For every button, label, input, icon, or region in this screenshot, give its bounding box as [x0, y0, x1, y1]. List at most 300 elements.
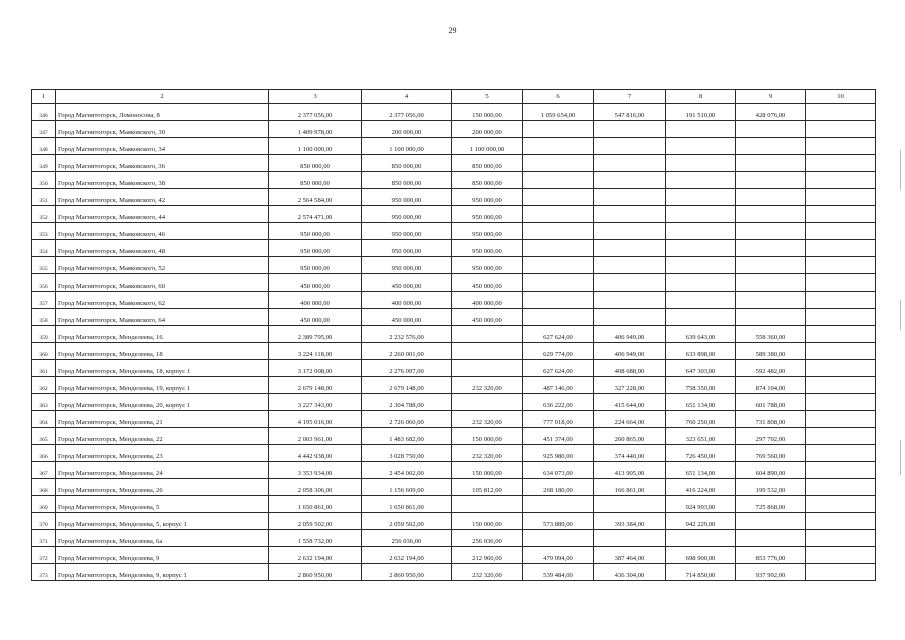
value-cell [666, 206, 736, 223]
value-cell [594, 240, 666, 257]
address-cell: Город Магнитогорск, Маяковского, 62 [56, 291, 269, 308]
value-cell: 714 850,00 [666, 564, 736, 581]
value-cell: 1 558 732,00 [269, 530, 362, 547]
value-cell: 1 100 000,00 [452, 138, 523, 155]
address-cell: Город Магнитогорск, Маяковского, 42 [56, 189, 269, 206]
value-cell: 436 304,00 [594, 564, 666, 581]
value-cell: 3 028 750,00 [362, 444, 452, 461]
value-cell: 428 076,00 [736, 104, 806, 121]
value-cell: 850 000,00 [452, 155, 523, 172]
value-cell [806, 342, 876, 359]
row-number-cell: 365 [32, 427, 56, 444]
value-cell: 758 350,00 [666, 376, 736, 393]
value-cell: 698 900,00 [666, 547, 736, 564]
row-number-cell: 359 [32, 325, 56, 342]
table-header-row [32, 90, 876, 104]
value-cell: 850 000,00 [362, 172, 452, 189]
address-cell: Город Магнитогорск, Менделеева, 24 [56, 461, 269, 478]
value-cell: 2 377 056,00 [362, 104, 452, 121]
row-number-cell: 347 [32, 121, 56, 138]
value-cell: 592 482,00 [736, 359, 806, 376]
value-cell: 450 000,00 [452, 308, 523, 325]
page-number: 29 [448, 26, 457, 35]
value-cell [594, 121, 666, 138]
value-cell: 260 865,00 [594, 427, 666, 444]
value-cell: 629 774,00 [523, 342, 594, 359]
value-cell: 2 860 950,00 [269, 564, 362, 581]
value-cell [523, 172, 594, 189]
value-cell: 2 454 002,00 [362, 461, 452, 478]
value-cell [594, 291, 666, 308]
table-row [32, 444, 876, 461]
value-cell: 950 000,00 [362, 240, 452, 257]
address-cell: Город Магнитогорск, Менделеева, 9, корпус 1 [56, 564, 269, 581]
address-cell: Город Магнитогорск, Маяковского, 44 [56, 206, 269, 223]
table-row [32, 530, 876, 547]
address-cell: Город Магнитогорск, Менделеева, 18 [56, 342, 269, 359]
value-cell: 777 018,00 [523, 410, 594, 427]
table-row [32, 461, 876, 478]
value-cell [594, 206, 666, 223]
table-row [32, 376, 876, 393]
value-cell [594, 308, 666, 325]
value-cell: 416 224,00 [666, 479, 736, 496]
table-row [32, 479, 876, 496]
value-cell [736, 172, 806, 189]
value-cell [736, 206, 806, 223]
row-number-cell: 351 [32, 189, 56, 206]
value-cell: 760 250,00 [666, 410, 736, 427]
row-number-cell: 370 [32, 513, 56, 530]
table-row [32, 325, 876, 342]
value-cell [523, 121, 594, 138]
row-number-cell: 350 [32, 172, 56, 189]
value-cell [594, 172, 666, 189]
value-cell: 850 000,00 [452, 172, 523, 189]
value-cell [666, 530, 736, 547]
value-cell [452, 496, 523, 513]
row-number-cell: 362 [32, 376, 56, 393]
table-row [32, 172, 876, 189]
value-cell: 2 574 471,00 [269, 206, 362, 223]
row-number-cell: 346 [32, 104, 56, 121]
table-row [32, 257, 876, 274]
column-header: 2 [56, 90, 269, 104]
value-cell: 950 000,00 [362, 257, 452, 274]
column-header: 9 [736, 90, 806, 104]
value-cell: 3 172 008,00 [269, 359, 362, 376]
value-cell: 4 442 938,00 [269, 444, 362, 461]
value-cell: 232 320,00 [452, 564, 523, 581]
value-cell: 450 000,00 [362, 274, 452, 291]
address-cell: Город Магнитогорск, Маяковского, 46 [56, 223, 269, 240]
value-cell: 387 464,00 [594, 547, 666, 564]
table-row [32, 274, 876, 291]
table-row [32, 121, 876, 138]
value-cell: 925 980,00 [523, 444, 594, 461]
row-number-cell: 369 [32, 496, 56, 513]
value-cell [806, 189, 876, 206]
value-cell [806, 393, 876, 410]
value-cell [666, 155, 736, 172]
value-cell [452, 393, 523, 410]
value-cell [736, 257, 806, 274]
scan-artifact [900, 440, 901, 475]
address-cell: Город Магнитогорск, Менделеева, 20, корпус 1 [56, 393, 269, 410]
value-cell: 601 788,00 [736, 393, 806, 410]
value-cell [523, 496, 594, 513]
value-cell: 2 059 502,00 [269, 513, 362, 530]
value-cell: 627 624,00 [523, 359, 594, 376]
value-cell: 2 003 961,00 [269, 427, 362, 444]
value-cell: 1 100 000,00 [362, 138, 452, 155]
value-cell [736, 223, 806, 240]
column-header: 4 [362, 90, 452, 104]
value-cell: 2 304 788,00 [362, 393, 452, 410]
value-cell: 150 000,00 [452, 104, 523, 121]
address-cell: Город Магнитогорск, Менделеева, 16 [56, 325, 269, 342]
value-cell: 413 905,00 [594, 461, 666, 478]
value-cell: 2 679 148,00 [362, 376, 452, 393]
value-cell: 256 036,00 [362, 530, 452, 547]
value-cell [806, 496, 876, 513]
value-cell [806, 479, 876, 496]
value-cell: 415 644,00 [594, 393, 666, 410]
table-row [32, 513, 876, 530]
address-cell: Город Магнитогорск, Менделеева, 23 [56, 444, 269, 461]
value-cell: 451 374,00 [523, 427, 594, 444]
value-cell [523, 291, 594, 308]
value-cell: 874 104,00 [736, 376, 806, 393]
value-cell: 769 560,00 [736, 444, 806, 461]
value-cell [666, 274, 736, 291]
row-number-cell: 371 [32, 530, 56, 547]
value-cell: 1 409 978,00 [269, 121, 362, 138]
value-cell: 950 000,00 [452, 240, 523, 257]
value-cell: 2 377 056,00 [269, 104, 362, 121]
value-cell [806, 513, 876, 530]
value-cell [736, 155, 806, 172]
value-cell [806, 376, 876, 393]
row-number-cell: 363 [32, 393, 56, 410]
row-number-cell: 355 [32, 257, 56, 274]
value-cell: 400 000,00 [362, 291, 452, 308]
value-cell: 268 180,00 [523, 479, 594, 496]
table-row [32, 564, 876, 581]
value-cell [523, 308, 594, 325]
value-cell [806, 444, 876, 461]
value-cell: 539 484,00 [523, 564, 594, 581]
value-cell: 150 000,00 [452, 461, 523, 478]
value-cell: 406 949,00 [594, 342, 666, 359]
value-cell [806, 427, 876, 444]
value-cell: 150 000,00 [452, 427, 523, 444]
value-cell: 651 134,00 [666, 461, 736, 478]
value-cell: 950 000,00 [269, 257, 362, 274]
value-cell [806, 308, 876, 325]
column-header: 7 [594, 90, 666, 104]
value-cell: 224 664,00 [594, 410, 666, 427]
value-cell: 850 000,00 [362, 155, 452, 172]
value-cell [806, 223, 876, 240]
value-cell [594, 257, 666, 274]
value-cell: 406 949,00 [594, 325, 666, 342]
value-cell [452, 359, 523, 376]
address-cell: Город Магнитогорск, Маяковского, 36 [56, 155, 269, 172]
table-row [32, 547, 876, 564]
address-cell: Город Магнитогорск, Менделеева, 21 [56, 410, 269, 427]
address-cell: Город Магнитогорск, Менделеева, 5, корпус 1 [56, 513, 269, 530]
value-cell: 2 860 950,00 [362, 564, 452, 581]
value-cell [666, 223, 736, 240]
value-cell [806, 138, 876, 155]
value-cell [806, 121, 876, 138]
value-cell: 950 000,00 [362, 206, 452, 223]
row-number-cell: 357 [32, 291, 56, 308]
value-cell: 627 624,00 [523, 325, 594, 342]
value-cell: 726 450,00 [666, 444, 736, 461]
value-cell: 200 000,00 [362, 121, 452, 138]
value-cell: 2 389 795,00 [269, 325, 362, 342]
value-cell: 853 776,00 [736, 547, 806, 564]
value-cell [452, 342, 523, 359]
row-number-cell: 349 [32, 155, 56, 172]
value-cell [666, 172, 736, 189]
value-cell [736, 308, 806, 325]
value-cell: 450 000,00 [269, 308, 362, 325]
value-cell: 639 643,00 [666, 325, 736, 342]
row-number-cell: 372 [32, 547, 56, 564]
value-cell: 651 134,00 [666, 393, 736, 410]
address-cell: Город Магнитогорск, Менделеева, 9 [56, 547, 269, 564]
column-header: 8 [666, 90, 736, 104]
value-cell: 937 992,00 [736, 564, 806, 581]
value-cell: 400 000,00 [269, 291, 362, 308]
table-row [32, 189, 876, 206]
value-cell: 731 808,00 [736, 410, 806, 427]
address-cell: Город Магнитогорск, Маяковского, 60 [56, 274, 269, 291]
value-cell [523, 223, 594, 240]
value-cell: 2 679 148,00 [269, 376, 362, 393]
value-cell [523, 155, 594, 172]
value-cell: 487 146,00 [523, 376, 594, 393]
value-cell: 393 384,00 [594, 513, 666, 530]
value-cell [806, 240, 876, 257]
value-cell: 950 000,00 [269, 223, 362, 240]
address-cell: Город Магнитогорск, Маяковского, 64 [56, 308, 269, 325]
row-number-cell: 360 [32, 342, 56, 359]
value-cell: 633 898,00 [666, 342, 736, 359]
value-cell [452, 325, 523, 342]
table-row [32, 155, 876, 172]
value-cell [594, 274, 666, 291]
value-cell [806, 257, 876, 274]
value-cell: 297 792,00 [736, 427, 806, 444]
value-cell: 950 000,00 [452, 257, 523, 274]
value-cell: 950 000,00 [362, 223, 452, 240]
value-cell [736, 138, 806, 155]
value-cell [806, 274, 876, 291]
table-row [32, 342, 876, 359]
value-cell: 950 000,00 [452, 206, 523, 223]
table-row [32, 359, 876, 376]
address-cell: Город Магнитогорск, Маяковского, 48 [56, 240, 269, 257]
value-cell: 647 303,00 [666, 359, 736, 376]
value-cell [806, 461, 876, 478]
value-cell: 2 632 194,00 [269, 547, 362, 564]
value-cell: 950 000,00 [362, 189, 452, 206]
value-cell [806, 359, 876, 376]
value-cell: 479 094,00 [523, 547, 594, 564]
value-cell [594, 223, 666, 240]
value-cell: 2 232 576,00 [362, 325, 452, 342]
row-number-cell: 353 [32, 223, 56, 240]
value-cell: 2 276 097,00 [362, 359, 452, 376]
value-cell: 1 156 609,00 [362, 479, 452, 496]
value-cell: 327 228,00 [594, 376, 666, 393]
value-cell: 924 993,00 [666, 496, 736, 513]
value-cell: 589 380,00 [736, 342, 806, 359]
value-cell: 604 890,00 [736, 461, 806, 478]
value-cell [666, 240, 736, 257]
value-cell [806, 410, 876, 427]
value-cell: 166 861,00 [594, 479, 666, 496]
value-cell [806, 530, 876, 547]
table-row [32, 138, 876, 155]
value-cell [736, 274, 806, 291]
value-cell: 232 320,00 [452, 410, 523, 427]
value-cell: 3 353 934,00 [269, 461, 362, 478]
address-cell: Город Магнитогорск, Маяковского, 34 [56, 138, 269, 155]
value-cell: 1 100 000,00 [269, 138, 362, 155]
value-cell: 2 260 001,00 [362, 342, 452, 359]
value-cell: 450 000,00 [362, 308, 452, 325]
value-cell: 105 812,00 [452, 479, 523, 496]
value-cell: 232 320,00 [452, 444, 523, 461]
value-cell [666, 291, 736, 308]
value-cell: 942 229,00 [666, 513, 736, 530]
row-number-cell: 373 [32, 564, 56, 581]
value-cell: 191 510,00 [666, 104, 736, 121]
value-cell [736, 240, 806, 257]
value-cell: 725 868,00 [736, 496, 806, 513]
address-cell: Город Магнитогорск, Менделеева, 19, корпус 1 [56, 376, 269, 393]
row-number-cell: 348 [32, 138, 56, 155]
value-cell: 573 889,00 [523, 513, 594, 530]
row-number-cell: 364 [32, 410, 56, 427]
value-cell: 3 224 118,00 [269, 342, 362, 359]
data-table [31, 89, 876, 581]
value-cell: 4 195 016,00 [269, 410, 362, 427]
row-number-cell: 354 [32, 240, 56, 257]
value-cell: 2 564 584,00 [269, 189, 362, 206]
row-number-cell: 358 [32, 308, 56, 325]
value-cell: 1 059 654,00 [523, 104, 594, 121]
value-cell [806, 155, 876, 172]
value-cell: 1 650 861,00 [362, 496, 452, 513]
value-cell [806, 104, 876, 121]
value-cell: 408 688,00 [594, 359, 666, 376]
value-cell [594, 496, 666, 513]
value-cell [594, 138, 666, 155]
value-cell [523, 189, 594, 206]
scan-artifact [900, 300, 901, 330]
column-header: 3 [269, 90, 362, 104]
address-cell: Город Магнитогорск, Менделеева, 22 [56, 427, 269, 444]
value-cell [523, 240, 594, 257]
column-header: 1 [32, 90, 56, 104]
value-cell: 200 000,00 [452, 121, 523, 138]
value-cell: 212 960,00 [452, 547, 523, 564]
value-cell: 634 073,00 [523, 461, 594, 478]
value-cell: 547 816,00 [594, 104, 666, 121]
table-row [32, 223, 876, 240]
value-cell [736, 513, 806, 530]
table-row [32, 291, 876, 308]
value-cell: 323 651,00 [666, 427, 736, 444]
value-cell: 2 058 306,00 [269, 479, 362, 496]
row-number-cell: 367 [32, 461, 56, 478]
value-cell: 199 532,00 [736, 479, 806, 496]
value-cell [736, 530, 806, 547]
value-cell [594, 155, 666, 172]
value-cell [594, 530, 666, 547]
value-cell [806, 206, 876, 223]
value-cell: 450 000,00 [269, 274, 362, 291]
value-cell: 232 320,00 [452, 376, 523, 393]
value-cell [523, 257, 594, 274]
value-cell [666, 257, 736, 274]
value-cell [523, 530, 594, 547]
column-header: 10 [806, 90, 876, 104]
value-cell [523, 206, 594, 223]
value-cell: 150 000,00 [452, 513, 523, 530]
table-row [32, 393, 876, 410]
value-cell [806, 547, 876, 564]
row-number-cell: 366 [32, 444, 56, 461]
value-cell: 1 650 861,00 [269, 496, 362, 513]
column-header: 6 [523, 90, 594, 104]
value-cell [666, 121, 736, 138]
scan-artifact [900, 150, 901, 190]
value-cell [523, 274, 594, 291]
column-header: 5 [452, 90, 523, 104]
table-row [32, 427, 876, 444]
row-number-cell: 356 [32, 274, 56, 291]
table-row [32, 308, 876, 325]
value-cell: 950 000,00 [452, 223, 523, 240]
row-number-cell: 352 [32, 206, 56, 223]
address-cell: Город Магнитогорск, Менделеева, 5 [56, 496, 269, 513]
value-cell: 400 000,00 [452, 291, 523, 308]
value-cell: 850 000,00 [269, 155, 362, 172]
value-cell: 558 360,00 [736, 325, 806, 342]
value-cell: 2 726 060,00 [362, 410, 452, 427]
value-cell: 950 000,00 [269, 240, 362, 257]
value-cell [666, 308, 736, 325]
address-cell: Город Магнитогорск, Маяковского, 38 [56, 172, 269, 189]
value-cell [736, 189, 806, 206]
value-cell [666, 138, 736, 155]
table-row [32, 104, 876, 121]
value-cell: 1 483 682,00 [362, 427, 452, 444]
value-cell: 3 227 343,00 [269, 393, 362, 410]
address-cell: Город Магнитогорск, Ломоносова, 8 [56, 104, 269, 121]
value-cell: 2 059 502,00 [362, 513, 452, 530]
row-number-cell: 361 [32, 359, 56, 376]
address-cell: Город Магнитогорск, Менделеева, 18, корпус 1 [56, 359, 269, 376]
table-row [32, 496, 876, 513]
